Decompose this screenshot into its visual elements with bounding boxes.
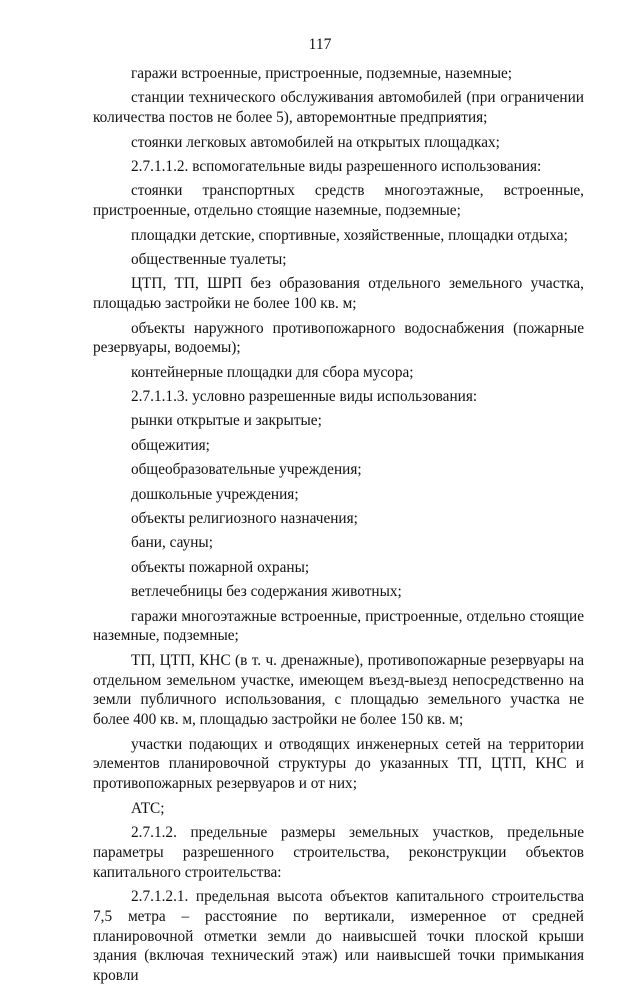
paragraph: стоянки легковых автомобилей на открытых площадках; <box>131 133 500 151</box>
paragraph: гаражи многоэтажные встроенные, пристроенные, отдельно стоящие наземные, подземные; <box>93 607 584 645</box>
paragraph: контейнерные площадки для сбора мусора; <box>131 363 414 381</box>
paragraph: рынки открытые и закрытые; <box>131 412 322 430</box>
paragraph: объекты религиозного назначения; <box>131 510 358 528</box>
paragraph: общественные туалеты; <box>131 250 287 268</box>
paragraph: площадки детские, спортивные, хозяйственные, площадки отдыха; <box>131 226 568 244</box>
section-heading: 2.7.1.1.3. условно разрешенные виды использования: <box>131 388 478 406</box>
paragraph: бани, сауны; <box>131 534 213 552</box>
page-number: 117 <box>308 36 332 53</box>
paragraph: станции технического обслуживания автомобилей (при ограничении количества постов не более 5), авторемонтные предприятия; <box>93 89 584 127</box>
paragraph: ветлечебницы без содержания животных; <box>131 583 402 601</box>
document-body <box>93 64 584 991</box>
paragraph: объекты наружного противопожарного водоснабжения (пожарные резервуары, водоемы); <box>93 319 584 357</box>
paragraph: ТП, ЦТП, КНС (в т. ч. дренажные), противопожарные резервуары на отдельном земельном участке, имеющем въезд-выезд непосредственно на земли публичного использования, с площадью земельного участка не более 400 кв. м, площадью застройки не более 150 кв. м; <box>93 651 584 729</box>
paragraph: общежития; <box>131 436 210 454</box>
paragraph: ЦТП, ТП, ШРП без образования отдельного земельного участка, площадью застройки не более 100 кв. м; <box>93 275 584 313</box>
paragraph: стоянки транспортных средств многоэтажные, встроенные, пристроенные, отдельно стоящие наземные, подземные; <box>93 182 584 220</box>
paragraph: общеобразовательные учреждения; <box>131 461 362 479</box>
paragraph: дошкольные учреждения; <box>131 485 299 503</box>
paragraph: гаражи встроенные, пристроенные, подземные, наземные; <box>131 65 513 82</box>
paragraph: объекты пожарной охраны; <box>131 558 310 576</box>
paragraph: участки подающих и отводящих инженерных сетей на территории элементов планировочной структуры до указанных ТП, ЦТП, КНС и противопожарных резервуаров и от них; <box>93 735 584 793</box>
section-heading: 2.7.1.1.2. вспомогательные виды разрешенного использования: <box>131 157 542 175</box>
paragraph: АТС; <box>131 799 165 817</box>
paragraph: 2.7.1.2.1. предельная высота объектов капитального строительства 7,5 метра – расстояние по вертикали, измеренное от средней планировочной отметки земли до наивысшей точки плоской крыши здания (включая технический этаж) или наивысшей точки примыкания кровли <box>93 887 584 985</box>
section-heading: 2.7.1.2. предельные размеры земельных участков, предельные параметры разрешенного строительства, реконструкции объектов капитального строительства: <box>93 823 584 881</box>
